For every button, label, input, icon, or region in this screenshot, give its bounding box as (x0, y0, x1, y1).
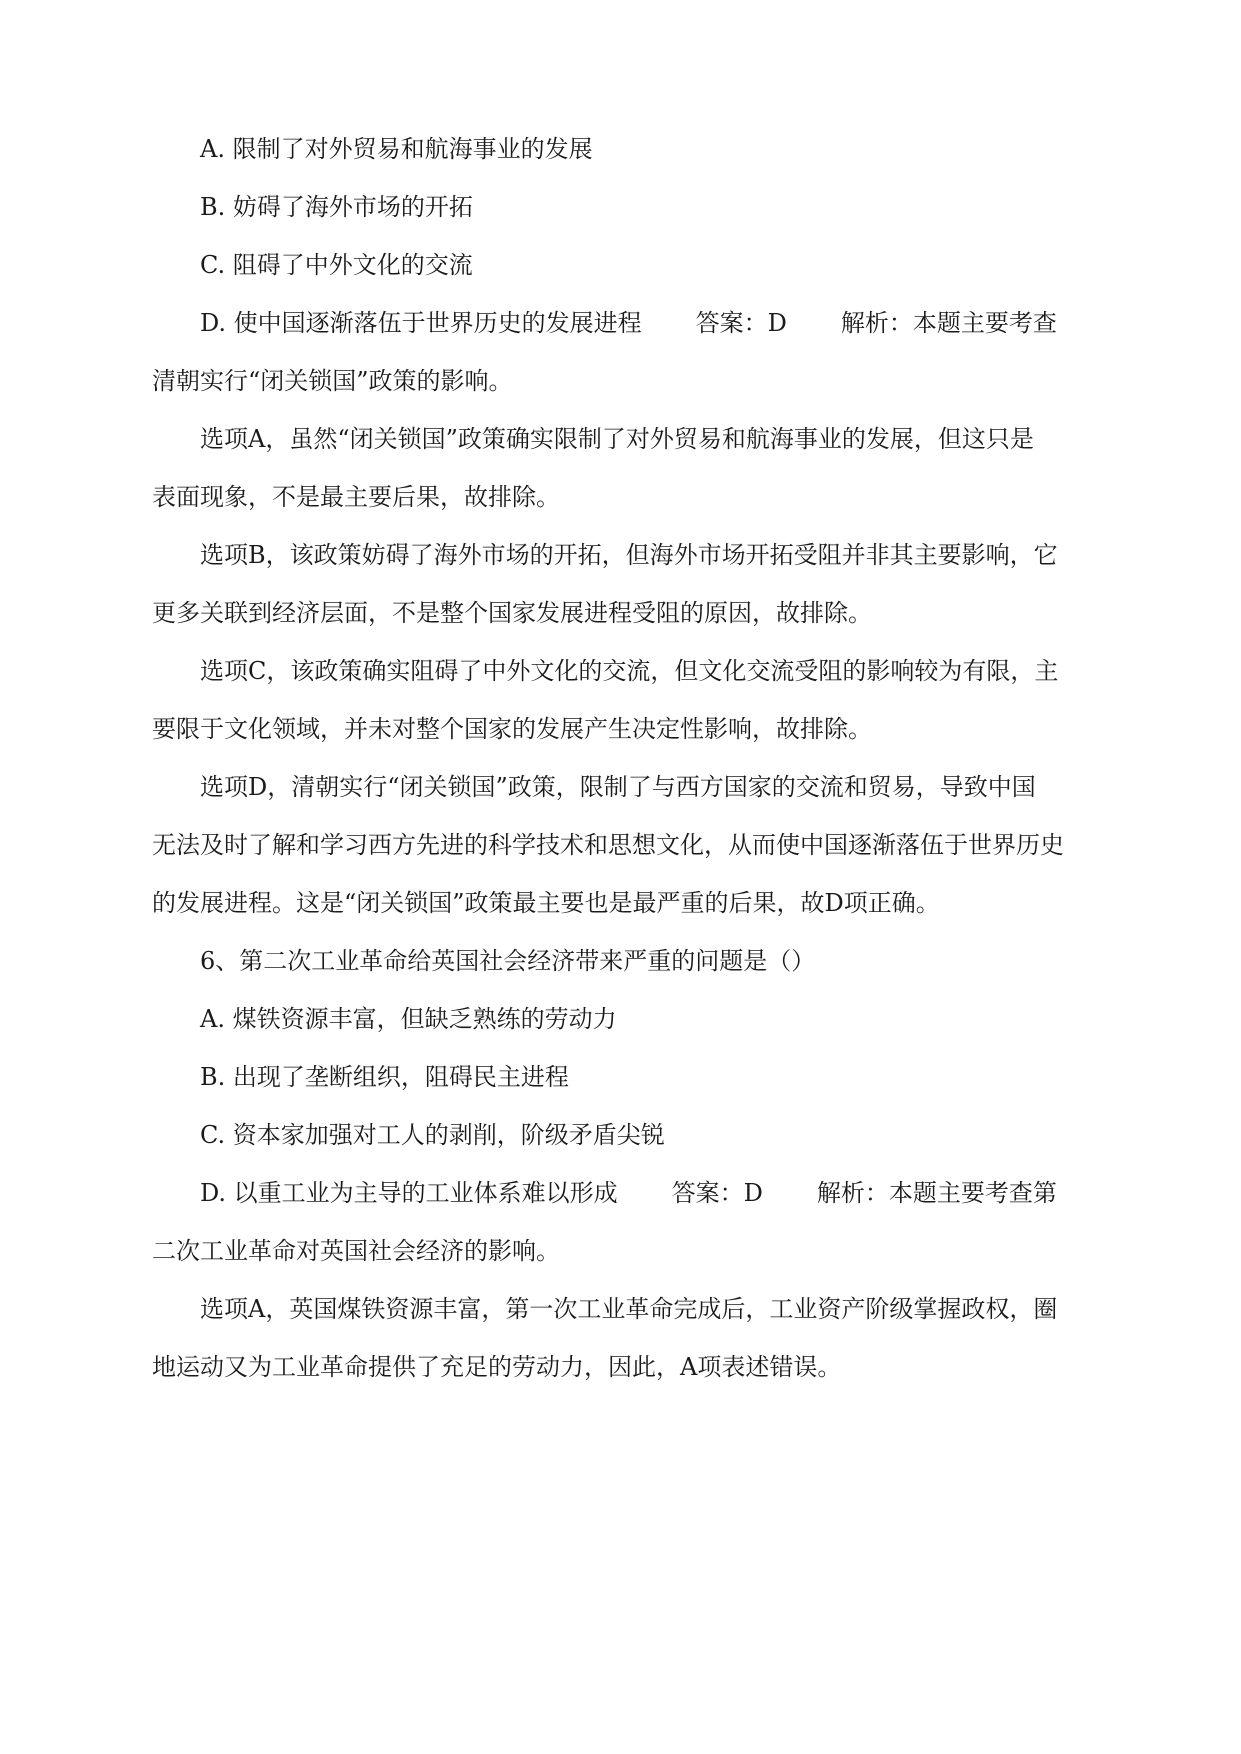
q5-explain-d-1: 选项D，清朝实行“闭关锁国”政策，限制了与西方国家的交流和贸易，导致中国 (200, 773, 1036, 801)
q5-explain-a-1: 选项A，虽然“闭关锁国”政策确实限制了对外贸易和航海事业的发展，但这只是 (200, 425, 1034, 453)
q5-explain-c-1: 选项C，该政策确实阻碍了中外文化的交流，但文化交流受阻的影响较为有限，主 (200, 657, 1059, 685)
q5-explain-a-2: 表面现象，不是最主要后果，故排除。 (152, 483, 560, 511)
q5-explain-b-2: 更多关联到经济层面，不是整个国家发展进程受阻的原因，故排除。 (152, 599, 872, 627)
q5-analysis-continued: 清朝实行“闭关锁国”政策的影响。 (152, 367, 513, 395)
q6-analysis-head: 解析：本题主要考查第 (816, 1179, 1057, 1207)
q5-option-d: D. 使中国逐渐落伍于世界历史的发展进程 (200, 309, 642, 337)
q5-explain-d-3: 的发展进程。这是“闭关锁国”政策最主要也是最严重的后果，故D项正确。 (152, 889, 940, 917)
q6-explain-a-2: 地运动又为工业革命提供了充足的劳动力，因此，A项表述错误。 (152, 1353, 842, 1381)
q6-option-a: A. 煤铁资源丰富，但缺乏熟练的劳动力 (200, 1005, 617, 1033)
q5-option-b: B. 妨碍了海外市场的开拓 (200, 193, 473, 221)
q6-option-d: D. 以重工业为主导的工业体系难以形成 (200, 1179, 618, 1207)
q5-answer: 答案：D (695, 309, 787, 337)
q6-stem: 6、第二次工业革命给英国社会经济带来严重的问题是（） (200, 947, 816, 975)
q6-option-d-line (200, 1176, 1140, 1210)
q6-explain-a-1: 选项A，英国煤铁资源丰富，第一次工业革命完成后，工业资产阶级掌握政权，圈 (200, 1295, 1058, 1323)
q5-option-a: A. 限制了对外贸易和航海事业的发展 (200, 135, 593, 163)
q5-explain-c-2: 要限于文化领域，并未对整个国家的发展产生决定性影响，故排除。 (152, 715, 872, 743)
q6-answer: 答案：D (671, 1179, 763, 1207)
q6-option-b: B. 出现了垄断组织，阻碍民主进程 (200, 1063, 569, 1091)
q6-option-c: C. 资本家加强对工人的剥削，阶级矛盾尖锐 (200, 1121, 665, 1149)
q5-explain-b-1: 选项B，该政策妨碍了海外市场的开拓，但海外市场开拓受阻并非其主要影响，它 (200, 541, 1058, 569)
q5-explain-d-2: 无法及时了解和学习西方先进的科学技术和思想文化，从而使中国逐渐落伍于世界历史 (152, 831, 1064, 859)
q5-option-d-line (200, 306, 1140, 340)
q5-option-c: C. 阻碍了中外文化的交流 (200, 251, 473, 279)
q6-analysis-continued: 二次工业革命对英国社会经济的影响。 (152, 1237, 560, 1265)
q5-analysis-head: 解析：本题主要考查 (840, 309, 1057, 337)
